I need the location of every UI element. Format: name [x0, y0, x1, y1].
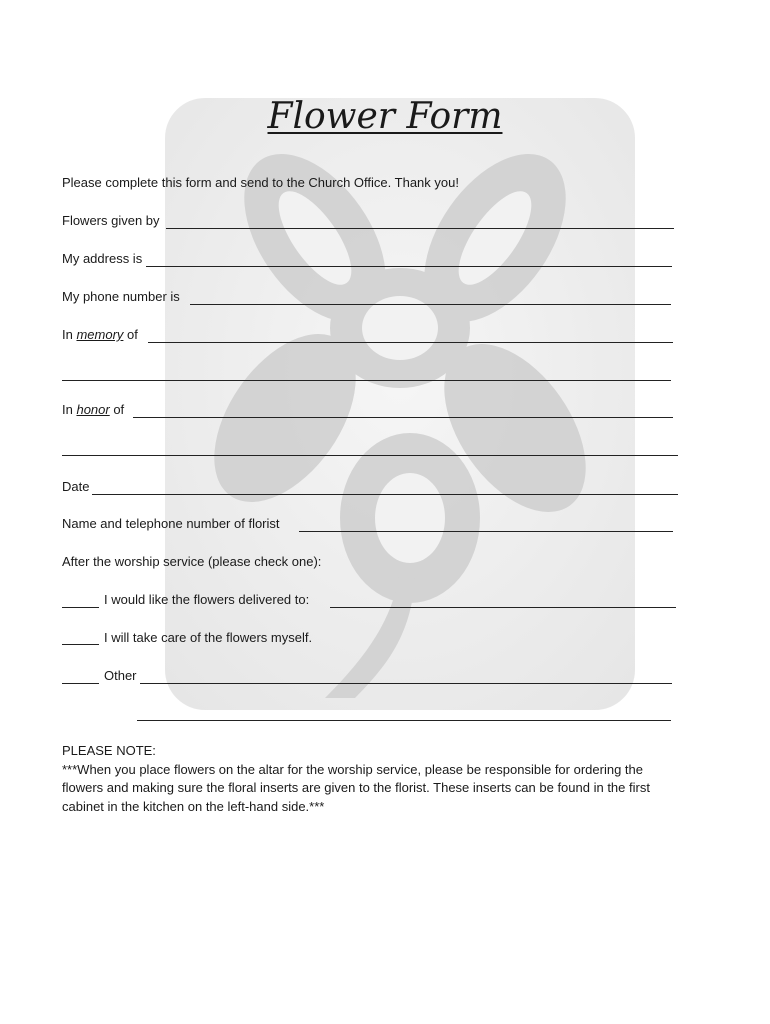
self-care-option-label: I will take care of the flowers myself. — [104, 630, 313, 645]
florist-label: Name and telephone number of florist — [62, 516, 280, 531]
self-care-checkbox[interactable] — [62, 644, 99, 645]
memory-label: In memory of — [62, 327, 138, 342]
honor-field[interactable] — [133, 417, 673, 418]
delivered-checkbox[interactable] — [62, 607, 99, 608]
other-field[interactable] — [140, 683, 672, 684]
page-title: Flower Form — [267, 96, 503, 137]
address-label: My address is — [62, 251, 143, 266]
other-field-line-2[interactable] — [137, 720, 671, 721]
other-checkbox[interactable] — [62, 683, 99, 684]
date-label: Date — [62, 479, 90, 494]
note-body: ***When you place flowers on the altar for the worship service, please be responsible for ordering the flowers and making sure the floral inserts are given to the florist. These inserts can be found in the first cabinet in the kitchen on the left-hand side.*** — [62, 761, 650, 814]
delivered-option-label: I would like the flowers delivered to: — [104, 592, 310, 607]
phone-label: My phone number is — [62, 289, 180, 304]
delivered-address-field[interactable] — [330, 607, 676, 608]
given-by-label: Flowers given by — [62, 213, 160, 228]
date-field[interactable] — [92, 494, 678, 495]
given-by-field[interactable] — [166, 228, 674, 229]
address-field[interactable] — [146, 266, 672, 267]
honor-field-line-2[interactable] — [62, 455, 678, 456]
note-heading: PLEASE NOTE: — [62, 743, 156, 758]
intro-text: Please complete this form and send to the Church Office. Thank you! — [62, 175, 459, 190]
florist-field[interactable] — [299, 531, 673, 532]
after-service-heading: After the worship service (please check one): — [62, 554, 322, 569]
note-section — [62, 742, 682, 816]
phone-field[interactable] — [190, 304, 671, 305]
memory-field[interactable] — [148, 342, 673, 343]
memory-field-line-2[interactable] — [62, 380, 671, 381]
honor-label: In honor of — [62, 402, 125, 417]
other-option-label: Other — [104, 668, 137, 683]
